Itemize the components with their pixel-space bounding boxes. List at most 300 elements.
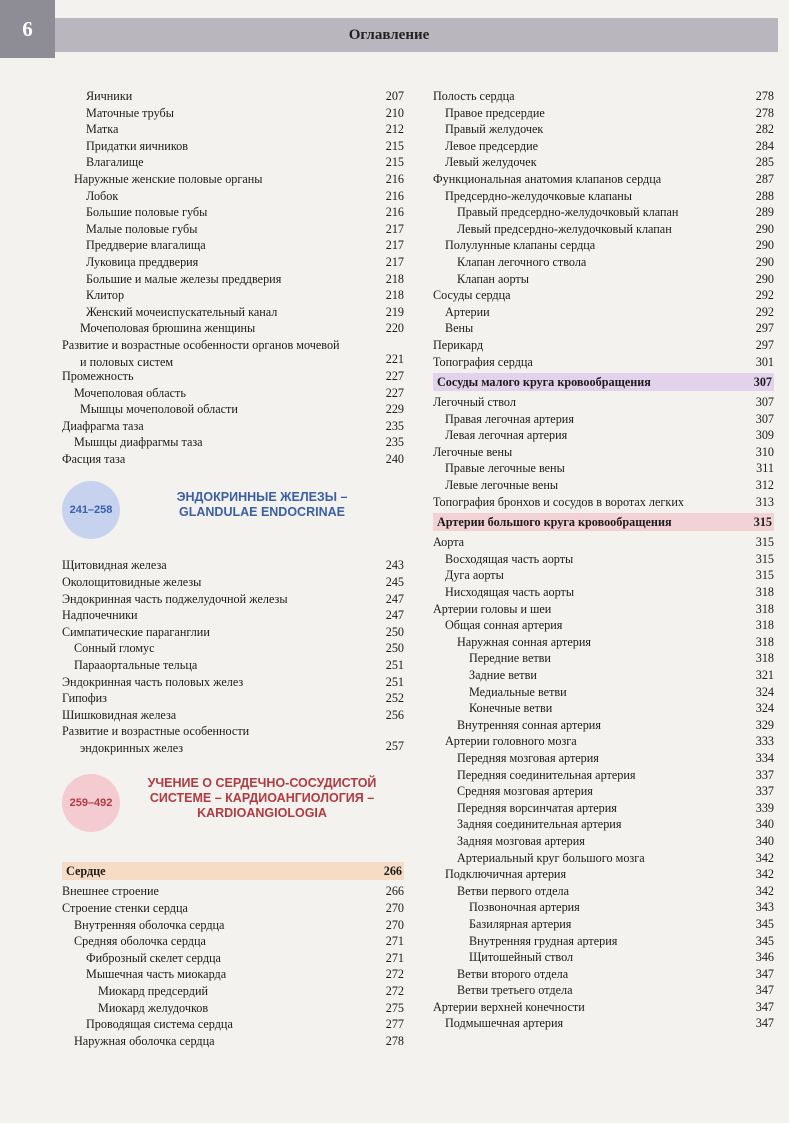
toc-entry <box>62 451 404 468</box>
toc-right-column <box>433 88 774 1032</box>
toc-entry-title: Надпочечники <box>62 608 138 623</box>
toc-entry-page: 307 <box>755 411 774 426</box>
toc-entry-page: 309 <box>755 428 774 443</box>
toc-entry-page: 282 <box>755 122 774 137</box>
toc-entry-title: Артерии верхней конечности <box>433 999 585 1014</box>
toc-left-column <box>62 88 404 1049</box>
toc-entry-title: Легочные вены <box>433 444 513 459</box>
toc-entry-page: 337 <box>755 784 774 799</box>
toc-entry-title: Левый предсердно-желудочковый клапан <box>457 221 672 236</box>
toc-entry-page: 289 <box>755 205 774 220</box>
toc-entry <box>62 287 404 304</box>
toc-entry-page: 318 <box>755 618 774 633</box>
toc-entry-page: 310 <box>755 444 774 459</box>
section-range-badge: 259–492 <box>62 774 120 832</box>
toc-entry-page: 218 <box>385 288 404 303</box>
toc-entry <box>433 411 774 428</box>
toc-entry <box>62 88 404 105</box>
toc-entry-title: Диафрагма таза <box>62 418 144 433</box>
toc-entry-page: 217 <box>385 254 404 269</box>
toc-entry-title: Подключичная артерия <box>445 867 567 882</box>
toc-entry-page: 251 <box>385 674 404 689</box>
toc-entry <box>433 866 774 883</box>
toc-entry-title: Функциональная анатомия клапанов сердца <box>433 171 662 186</box>
toc-entry <box>433 850 774 867</box>
toc-entry-page: 290 <box>755 221 774 236</box>
toc-entry <box>62 917 404 934</box>
toc-entry <box>62 574 404 591</box>
toc-entry-title: Строение стенки сердца <box>62 901 188 915</box>
toc-entry-page: 301 <box>755 354 774 369</box>
toc-entry-title: Базилярная артерия <box>469 916 572 931</box>
toc-entry <box>433 271 774 288</box>
toc-entry <box>62 401 404 418</box>
toc-entry-title: Правый желудочек <box>445 122 544 137</box>
toc-entry-page: 250 <box>385 641 404 656</box>
toc-entry-page: 270 <box>385 901 404 915</box>
toc-entry <box>62 690 404 707</box>
toc-entry-page: 292 <box>755 304 774 319</box>
toc-entry <box>433 634 774 651</box>
toc-entry <box>62 204 404 221</box>
toc-entry <box>62 1000 404 1017</box>
toc-entry-page: 256 <box>385 707 404 722</box>
toc-entry-title: Маточные трубы <box>86 105 174 120</box>
toc-entry-title: Левые легочные вены <box>445 478 559 493</box>
toc-entry-page: 217 <box>385 221 404 236</box>
toc-entry-title: Яичники <box>86 89 133 103</box>
toc-entry-title: Передние ветви <box>469 651 551 666</box>
toc-entry-page: 347 <box>755 999 774 1014</box>
toc-entry <box>62 105 404 122</box>
toc-entry-page: 210 <box>385 105 404 120</box>
toc-entry-page: 318 <box>755 585 774 600</box>
toc-entry-page: 337 <box>755 767 774 782</box>
toc-entry <box>433 444 774 461</box>
toc-entry-title: Миокард желудочков <box>98 1000 209 1015</box>
toc-entry-page: 315 <box>753 515 772 530</box>
toc-entry-title: Легочный ствол <box>433 395 516 410</box>
toc-entry-title: Щитовидная железа <box>62 558 167 573</box>
toc-entry-title: Фасция таза <box>62 451 126 466</box>
toc-entry-page: 287 <box>755 171 774 186</box>
section-title <box>120 776 404 821</box>
toc-entry-title: Сонный гломус <box>74 641 155 656</box>
toc-entry-title: Передняя ворсинчатая артерия <box>457 800 617 815</box>
toc-entry-title: Матка <box>86 122 119 137</box>
toc-entry-page: 235 <box>385 435 404 450</box>
toc-entry-page: 290 <box>755 254 774 269</box>
toc-entry <box>433 287 774 304</box>
toc-entry-page: 251 <box>385 658 404 673</box>
section-title-ru-1: УЧЕНИЕ О СЕРДЕЧНО-СОСУДИСТОЙ <box>147 776 377 791</box>
toc-entry <box>62 121 404 138</box>
toc-entry <box>433 1015 774 1032</box>
toc-entry-page: 215 <box>385 155 404 170</box>
toc-entry-title: Левое предсердие <box>445 138 539 153</box>
toc-entry-page: 329 <box>755 717 774 732</box>
toc-entry <box>433 105 774 122</box>
section-title-ru: ЭНДОКРИННЫЕ ЖЕЛЕЗЫ – <box>176 490 348 505</box>
toc-entry-page: 297 <box>755 337 774 352</box>
toc-entry-title: Восходящая часть аорты <box>445 551 574 566</box>
section-title-latin: GLANDULAE ENDOCRINAE <box>179 505 345 520</box>
toc-entry-page: 247 <box>385 591 404 606</box>
section-range-badge: 241–258 <box>62 481 120 539</box>
toc-entry <box>62 320 404 337</box>
toc-entry-page: 235 <box>385 418 404 433</box>
toc-entry <box>62 385 404 402</box>
toc-entry-title: Эндокринная часть половых желез <box>62 674 244 689</box>
toc-entry <box>62 723 404 754</box>
toc-entry <box>433 394 774 411</box>
toc-entry-title: Промежность <box>62 368 134 383</box>
page-title: Оглавление <box>348 27 430 43</box>
toc-entry-page: 219 <box>385 304 404 319</box>
toc-entry-title: Средняя мозговая артерия <box>457 784 593 799</box>
toc-entry <box>62 254 404 271</box>
toc-entry <box>433 883 774 900</box>
toc-entry <box>433 567 774 584</box>
toc-section-bar <box>433 373 774 391</box>
toc-entry-title: Шишковидная железа <box>62 707 177 722</box>
toc-entry-title: Подмышечная артерия <box>445 1016 564 1031</box>
toc-entry-title: Левый желудочек <box>445 155 537 170</box>
toc-entry-page: 272 <box>385 967 404 982</box>
toc-entry-page: 227 <box>385 385 404 400</box>
toc-entry <box>433 237 774 254</box>
toc-entry-page: 324 <box>755 701 774 716</box>
toc-entry <box>433 667 774 684</box>
toc-entry-title: Вены <box>445 321 474 336</box>
toc-entry-title: Женский мочеиспускательный канал <box>86 304 278 319</box>
toc-entry-page: 227 <box>385 368 404 383</box>
toc-entry <box>433 733 774 750</box>
toc-entry <box>62 640 404 657</box>
toc-entry <box>433 304 774 321</box>
toc-entry-title: Эндокринная часть поджелудочной железы <box>62 591 288 606</box>
toc-entry <box>433 933 774 950</box>
toc-entry-title: Фиброзный скелет сердца <box>86 950 221 965</box>
toc-entry <box>62 138 404 155</box>
toc-entry-page: 346 <box>755 950 774 965</box>
toc-entry-title: Миокард предсердий <box>98 983 208 998</box>
toc-entry <box>62 418 404 435</box>
toc-entry-page: 216 <box>385 171 404 186</box>
toc-entry-title: Дуга аорты <box>445 568 504 583</box>
toc-entry-title: Сердце <box>66 864 106 879</box>
toc-entry <box>62 557 404 574</box>
toc-entry-page: 290 <box>755 238 774 253</box>
toc-entry-title: Парааортальные тельца <box>74 658 198 673</box>
toc-section-bar <box>433 513 774 531</box>
toc-entry <box>433 171 774 188</box>
toc-entry <box>433 477 774 494</box>
toc-entry-page: 216 <box>385 205 404 220</box>
toc-entry-page: 307 <box>755 395 774 410</box>
page-header <box>0 18 778 52</box>
toc-entry-title: Медиальные ветви <box>469 684 567 699</box>
toc-entry-title: Развитие и возрастные особенности органов мочевой и половых систем <box>62 337 340 369</box>
toc-entry-page: 252 <box>385 691 404 706</box>
toc-entry-page: 342 <box>755 850 774 865</box>
toc-entry-title: Щитошейный ствол <box>469 950 574 965</box>
toc-entry-page: 229 <box>385 402 404 417</box>
toc-entry <box>433 684 774 701</box>
toc-entry-title: Топография бронхов и сосудов в воротах легких <box>433 494 684 509</box>
toc-entry-title: Артерии головы и шеи <box>433 601 552 616</box>
toc-entry-page: 285 <box>755 155 774 170</box>
toc-entry <box>433 121 774 138</box>
toc-entry <box>433 154 774 171</box>
toc-entry-page: 311 <box>756 461 774 476</box>
toc-entry-title: Ветви третьего отдела <box>457 983 573 998</box>
toc-entry-title: Передняя мозговая артерия <box>457 750 599 765</box>
toc-entry-title: Артерии большого круга кровообращения <box>437 515 672 530</box>
toc-entry <box>433 833 774 850</box>
toc-group-heart <box>62 862 404 1049</box>
toc-entry <box>433 138 774 155</box>
toc-entry-title: Артерии головного мозга <box>445 734 577 749</box>
toc-entry <box>62 983 404 1000</box>
toc-entry-page: 220 <box>385 321 404 336</box>
toc-entry-page: 284 <box>755 138 774 153</box>
toc-entry <box>62 188 404 205</box>
toc-entry-page: 318 <box>755 651 774 666</box>
toc-entry-title: Мышцы диафрагмы таза <box>74 435 203 450</box>
toc-entry-title: Мочеполовая область <box>74 385 186 400</box>
toc-entry <box>433 494 774 511</box>
toc-entry-title: Нисходящая часть аорты <box>445 585 575 600</box>
toc-entry <box>433 320 774 337</box>
toc-entry-page: 288 <box>755 188 774 203</box>
toc-entry <box>62 304 404 321</box>
toc-entry-page: 278 <box>755 105 774 120</box>
toc-entry-page: 297 <box>755 321 774 336</box>
toc-entry <box>433 88 774 105</box>
toc-entry-title: Общая сонная артерия <box>445 618 563 633</box>
toc-entry-page: 270 <box>385 917 404 932</box>
toc-entry <box>433 816 774 833</box>
toc-entry-page: 343 <box>755 900 774 915</box>
toc-entry-page: 216 <box>385 188 404 203</box>
toc-entry <box>433 800 774 817</box>
toc-entry <box>433 700 774 717</box>
toc-entry-page: 207 <box>385 89 404 103</box>
toc-entry-page: 347 <box>755 966 774 981</box>
section-title-ru-2: СИСТЕМЕ – КАРДИОАНГИОЛОГИЯ – <box>149 791 375 806</box>
toc-entry-title: Ветви первого отдела <box>457 883 570 898</box>
toc-entry <box>62 237 404 254</box>
toc-entry-title: Передняя соединительная артерия <box>457 767 636 782</box>
toc-entry <box>433 966 774 983</box>
toc-entry-title: Клапан легочного ствола <box>457 254 587 269</box>
toc-entry-page: 275 <box>385 1000 404 1015</box>
toc-entry-title: Средняя оболочка сердца <box>74 934 206 949</box>
toc-entry-page: 292 <box>755 288 774 303</box>
toc-entry <box>433 254 774 271</box>
toc-entry <box>62 434 404 451</box>
toc-entry-title: Симпатические параганглии <box>62 624 210 639</box>
toc-entry <box>433 916 774 933</box>
toc-entry <box>433 427 774 444</box>
toc-entry-page: 266 <box>385 884 404 899</box>
toc-entry <box>433 999 774 1016</box>
toc-entry <box>62 657 404 674</box>
toc-entry <box>433 204 774 221</box>
toc-entry-page: 318 <box>755 634 774 649</box>
toc-entry-page: 340 <box>755 833 774 848</box>
toc-entry-page: 339 <box>755 800 774 815</box>
toc-entry-title: Топография сердца <box>433 354 533 369</box>
toc-entry <box>62 883 404 900</box>
toc-entry-title: Правые легочные вены <box>445 461 565 476</box>
toc-entry <box>62 674 404 691</box>
toc-entry-title: Артериальный круг большого мозга <box>457 850 645 865</box>
toc-entry-title: Внутренняя оболочка сердца <box>74 917 225 932</box>
toc-entry-page: 315 <box>755 535 774 550</box>
toc-entry <box>62 933 404 950</box>
toc-entry-page: 245 <box>385 575 404 590</box>
section-cardio <box>62 774 404 846</box>
toc-entry-title: Задняя мозговая артерия <box>457 833 585 848</box>
toc-entry-page: 221 <box>385 352 404 367</box>
toc-entry <box>62 966 404 983</box>
toc-entry <box>62 154 404 171</box>
toc-entry-title: Малые половые губы <box>86 221 198 236</box>
toc-entry-page: 345 <box>755 933 774 948</box>
toc-entry-page: 217 <box>385 238 404 253</box>
toc-entry-title: Проводящая система сердца <box>86 1017 233 1032</box>
toc-entry <box>433 650 774 667</box>
toc-entry-title: Сосуды малого круга кровообращения <box>437 375 651 390</box>
toc-entry <box>433 221 774 238</box>
toc-entry-title: Ветви второго отдела <box>457 966 569 981</box>
toc-entry-title: Клитор <box>86 288 125 303</box>
toc-entry <box>62 1016 404 1033</box>
toc-entry-page: 272 <box>385 983 404 998</box>
toc-entry-page: 321 <box>755 668 774 682</box>
toc-entry-title: Задняя соединительная артерия <box>457 817 622 832</box>
toc-entry <box>433 460 774 477</box>
toc-entry-page: 307 <box>753 375 772 390</box>
toc-entry-title: Внутренняя грудная артерия <box>469 933 618 948</box>
toc-entry-page: 278 <box>755 89 774 103</box>
toc-entry <box>62 368 404 385</box>
toc-entry <box>433 584 774 601</box>
toc-entry-title: Мышечная часть миокарда <box>86 967 227 982</box>
toc-entry <box>433 783 774 800</box>
toc-entry-page: 218 <box>385 271 404 286</box>
toc-entry-title: Артерии <box>445 304 490 319</box>
toc-entry-page: 271 <box>385 950 404 965</box>
toc-entry-title: Сосуды сердца <box>433 288 511 303</box>
toc-group-vessels <box>433 88 774 1032</box>
toc-entry <box>62 337 404 368</box>
page-number: 6 <box>0 0 55 58</box>
toc-entry-title: Конечные ветви <box>469 701 553 716</box>
toc-entry <box>62 707 404 724</box>
toc-entry <box>433 601 774 618</box>
section-title <box>120 490 404 520</box>
toc-entry <box>433 717 774 734</box>
toc-entry <box>433 982 774 999</box>
toc-entry <box>433 337 774 354</box>
toc-entry-title: Правый предсердно-желудочковый клапан <box>457 205 679 220</box>
toc-entry-page: 215 <box>385 138 404 153</box>
toc-entry-page: 347 <box>755 1016 774 1031</box>
toc-entry-title: Мышцы мочеполовой области <box>80 402 238 417</box>
toc-entry-page: 257 <box>385 738 404 753</box>
toc-entry <box>62 607 404 624</box>
toc-entry <box>62 591 404 608</box>
toc-entry-page: 312 <box>755 478 774 493</box>
toc-entry-page: 342 <box>755 883 774 898</box>
toc-entry-title: Правая легочная артерия <box>445 411 574 426</box>
toc-entry-page: 324 <box>755 684 774 699</box>
toc-section-bar <box>62 862 404 880</box>
toc-entry-page: 278 <box>385 1033 404 1048</box>
toc-entry-title: Наружная сонная артерия <box>457 634 591 649</box>
toc-entry-title: Полулунные клапаны сердца <box>445 238 596 253</box>
toc-entry-page: 243 <box>385 558 404 573</box>
toc-entry-title: Полость сердца <box>433 89 515 103</box>
section-title-latin: KARDIOANGIOLOGIA <box>197 806 327 821</box>
toc-entry-page: 315 <box>755 551 774 566</box>
toc-group-reproductive <box>62 88 404 467</box>
toc-entry <box>433 551 774 568</box>
toc-entry-page: 240 <box>385 451 404 466</box>
toc-entry-page: 342 <box>755 867 774 882</box>
toc-entry-page: 318 <box>755 601 774 616</box>
toc-entry <box>62 950 404 967</box>
toc-entry-title: Внешнее строение <box>62 884 159 899</box>
toc-entry-title: Предсердно-желудочковые клапаны <box>445 188 632 203</box>
toc-entry-page: 290 <box>755 271 774 286</box>
toc-entry-title: Развитие и возрастные особенности эндокринных желез <box>62 724 250 755</box>
toc-entry <box>433 750 774 767</box>
toc-entry-title: Мочеполовая брюшина женщины <box>80 321 256 336</box>
toc-entry-page: 347 <box>755 983 774 998</box>
toc-entry-page: 271 <box>385 934 404 949</box>
toc-entry-title: Левая легочная артерия <box>445 428 568 443</box>
toc-entry-page: 334 <box>755 750 774 765</box>
toc-entry <box>433 534 774 551</box>
section-endocrine <box>62 481 404 541</box>
toc-entry-title: Преддверие влагалища <box>86 238 206 253</box>
toc-entry-title: Клапан аорты <box>457 271 529 286</box>
toc-entry-title: Наружная оболочка сердца <box>74 1033 215 1048</box>
toc-entry <box>62 171 404 188</box>
toc-entry <box>62 1033 404 1050</box>
toc-entry-title: Перикард <box>433 337 484 352</box>
toc-entry-page: 247 <box>385 608 404 623</box>
toc-entry <box>62 900 404 917</box>
toc-entry-title: Влагалище <box>86 155 144 170</box>
toc-entry <box>433 617 774 634</box>
toc-entry <box>433 949 774 966</box>
toc-entry-title: Большие и малые железы преддверия <box>86 271 282 286</box>
toc-entry <box>433 899 774 916</box>
toc-entry <box>433 188 774 205</box>
toc-entry-title: Гипофиз <box>62 691 107 706</box>
toc-entry-page: 313 <box>755 494 774 509</box>
toc-entry-title: Луковица преддверия <box>86 254 199 269</box>
toc-entry-title: Задние ветви <box>469 668 537 682</box>
toc-entry-page: 333 <box>755 734 774 749</box>
toc-entry-title: Внутренняя сонная артерия <box>457 717 601 732</box>
toc-entry-title: Околощитовидные железы <box>62 575 202 590</box>
